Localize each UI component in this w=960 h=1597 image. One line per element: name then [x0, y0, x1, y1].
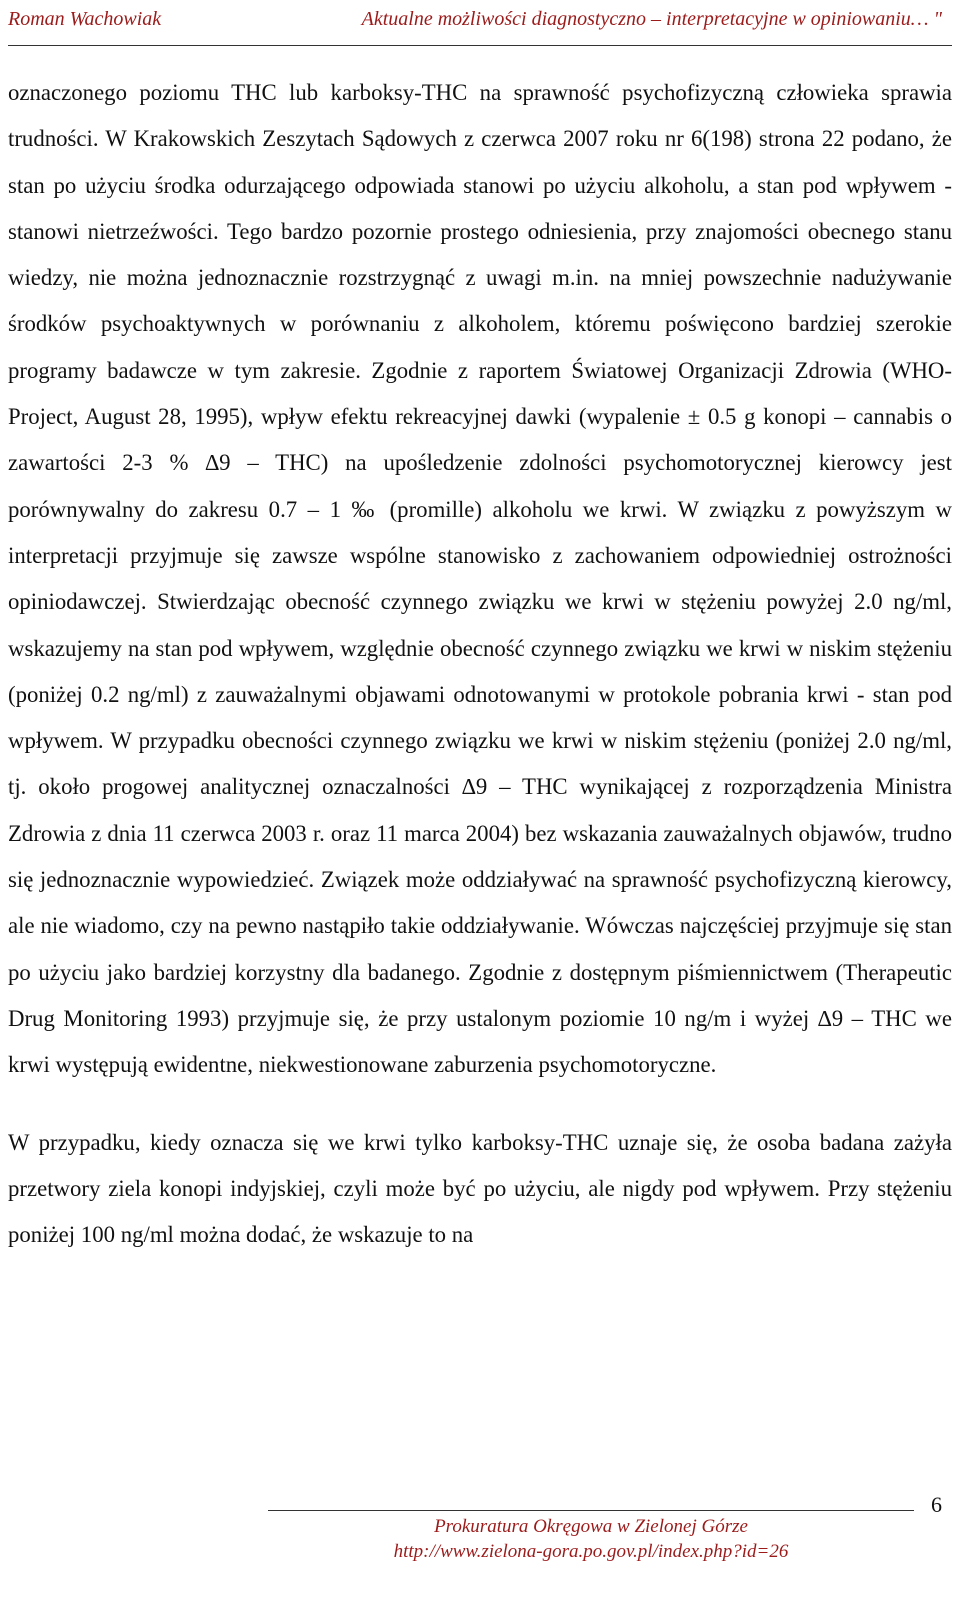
- body-paragraph: W przypadku, kiedy oznacza się we krwi tylko karboksy-THC uznaje się, że osoba badana zażyła przetwory ziela konopi indyjskiej, czyli może być po użyciu, ale nigdy pod wpływem. Przy stężeniu poniżej 100 ng/ml można dodać, że wskazuje to na: [8, 1129, 952, 1248]
- page-footer: [268, 1514, 914, 1564]
- header-author: Roman Wachowiak: [8, 8, 162, 30]
- footer-divider: [268, 1510, 914, 1511]
- page-number: 6: [931, 1492, 942, 1517]
- header-divider: [8, 45, 952, 46]
- footer-url[interactable]: http://www.zielona-gora.po.gov.pl/index.php?id=26: [393, 1541, 789, 1562]
- header-title: Aktualne możliwości diagnostyczno – interpretacyjne w opiniowaniu… ": [361, 8, 942, 30]
- footer-institution: Prokuratura Okręgowa w Zielonej Górze: [434, 1516, 748, 1537]
- page-header: [8, 4, 952, 34]
- body-paragraph: oznaczonego poziomu THC lub karboksy-THC na sprawność psychofizyczną człowieka sprawia trudności. W Krakowskich Zeszytach Sądowych z czerwca 2007 roku nr 6(198) strona 22 podano, że stan po użyciu środka odurzającego odpowiada stanowi po użyciu alkoholu, a stan pod wpływem - stanowi nietrzeźwości. Tego bardzo pozornie prostego odniesienia, przy znajomości obecnego stanu wiedzy, nie można jednoznacznie rozstrzygnąć z uwagi m.in. na mniej powszechnie nadużywanie środków psychoaktywnych w porównaniu z alkoholem, któremu poświęcono bardziej szerokie programy badawcze w tym zakresie. Zgodnie z raportem Światowej Organizacji Zdrowia (WHO-Project, August 28, 1995), wpływ efektu rekreacyjnej dawki (wypalenie ± 0.5 g konopi – cannabis o zawartości 2-3 % ∆9 – THC) na upośledzenie zdolności psychomotorycznej kierowcy jest porównywalny do zakresu 0.7 – 1 ‰ (promille) alkoholu we krwi. W związku z powyższym w interpretacji przyjmuje się zawsze wspólne stanowisko z zachowaniem odpowiedniej ostrożności opiniodawczej. Stwierdzając obecność czynnego związku we krwi w stężeniu powyżej 2.0 ng/ml, wskazujemy na stan pod wpływem, względnie obecność czynnego związku we krwi w niskim stężeniu (poniżej 0.2 ng/ml) z zauważalnymi objawami odnotowanymi w protokole pobrania krwi - stan pod wpływem. W przypadku obecności czynnego związku we krwi w niskim stężeniu (poniżej 2.0 ng/ml, tj. około progowej analitycznej oznaczalności ∆9 – THC wynikającej z rozporządzenia Ministra Zdrowia z dnia 11 czerwca 2003 r. oraz 11 marca 2004) bez wskazania zauważalnych objawów, trudno się jednoznacznie wypowiedzieć. Związek może oddziaływać na sprawność psychofizyczną kierowcy, ale nie wiadomo, czy na pewno nastąpiło takie oddziaływanie. Wówczas najczęściej przyjmuje się stan po użyciu jako bardziej korzystny dla badanego. Zgodnie z dostępnym piśmiennictwem (Therapeutic Drug Monitoring 1993) przyjmuje się, że przy ustalonym poziomie 10 ng/m i wyżej ∆9 – THC we krwi występują ewidentne, niekwestionowane zaburzenia psychomotoryczne.: [8, 80, 952, 1078]
- document-body: [8, 70, 952, 1258]
